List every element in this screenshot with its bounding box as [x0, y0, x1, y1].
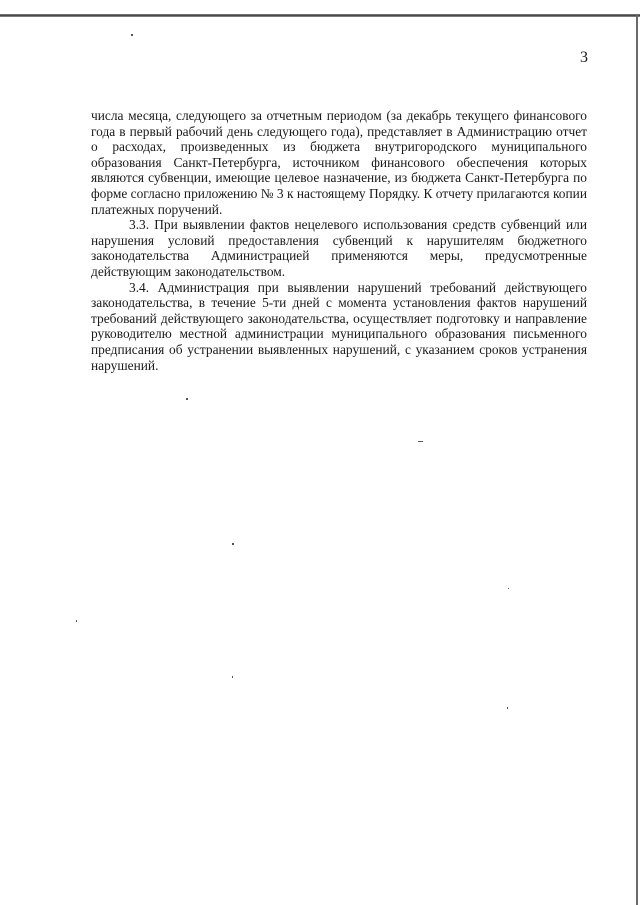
scan-speck: [418, 441, 423, 442]
scan-right-border: [636, 14, 638, 905]
scan-speck: [76, 620, 77, 622]
paragraph-3-4: 3.4. Администрация при выявлении нарушений требований действующего законодательства, в течение 5-ти дней с момента установления фактов нарушений требований действующего законодательства, осуществляет подготовку и направление руководителю местной администрации муниципального образования письменного предписания об устранении выявленных нарушений, с указанием сроков устранения нарушений.: [91, 279, 587, 373]
scan-speck: [507, 707, 508, 709]
paragraph-continuation: числа месяца, следующего за отчетным периодом (за декабрь текущего финансового года в первый рабочий день следующего года), представляет в Администрацию отчет о расходах, произведенных из бюджета внутригородского муниципального образования Санкт-Петербурга, источником финансового обеспечения которых являются субвенции, имеющие целевое назначение, из бюджета Санкт-Петербурга по форме согласно приложению № 3 к настоящему Порядку. К отчету прилагаются копии платежных поручений.: [91, 108, 587, 217]
paragraph-3-3: 3.3. При выявлении фактов нецелевого использования средств субвенций или нарушения условий предоставления субвенций к нарушителям бюджетного законодательства Администрацией применяются меры, предусмотренные действующим законодательством.: [91, 217, 587, 279]
scan-speck: [232, 543, 234, 545]
document-body: [91, 108, 587, 373]
scan-speck: [232, 676, 233, 678]
scan-speck: [131, 34, 133, 36]
scan-top-border: [0, 14, 640, 17]
page-number: 3: [580, 49, 588, 66]
scan-speck: [186, 398, 188, 400]
scan-speck: [508, 588, 509, 589]
